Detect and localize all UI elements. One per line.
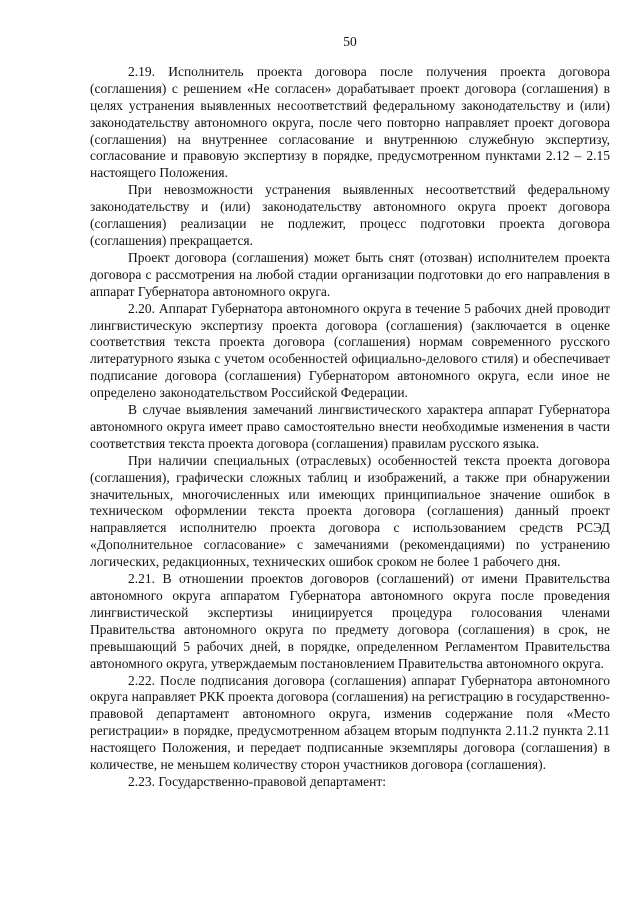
paragraph-2-19: 2.19. Исполнитель проекта договора после получения проекта договора (соглашения) с решением «Не согласен» дорабатывает проект договора (соглашения) в целях устранения выявленных несоответствий федеральному законодательству и (или) законодательству автономного округа, после чего повторно направляет проект договора (соглашения) на внутреннее согласование и внутреннюю служебную экспертизу, согласование и правовую экспертизу в порядке, предусмотренном пунктами 2.12 – 2.15 настоящего Положения. — [90, 63, 610, 181]
paragraph-impossibility: При невозможности устранения выявленных несоответствий федеральному законодательству и (или) законодательству автономного округа проект договора (соглашения) реализации не подлежит, процесс подготовки проекта договора (соглашения) прекращается. — [90, 182, 610, 248]
paragraph-withdrawal: Проект договора (соглашения) может быть снят (отозван) исполнителем проекта договора с рассмотрения на любой стадии организации подготовки до его направления в аппарат Губернатора автономного округа. — [90, 249, 610, 299]
page-number: 50 — [343, 34, 357, 49]
paragraph-2-21: 2.21. В отношении проектов договоров (соглашений) от имени Правительства автономного округа аппаратом Губернатора автономного округа после проведения лингвистической экспертизы инициируется процедура голосования членами Правительства автономного округа по предмету договора (соглашения) в срок, не превышающий 5 рабочих дней, в порядке, определенном Регламентом Правительства автономного округа, утверждаемым постановлением Правительства автономного округа. — [90, 571, 610, 671]
paragraph-2-20: 2.20. Аппарат Губернатора автономного округа в течение 5 рабочих дней проводит лингвистическую экспертизу проекта договора (соглашения) (заключается в оценке соответствия текста проекта договора (соглашения) нормам современного русского литературного языка с учетом особенностей официально-делового стиля) и обеспечивает подписание договора (соглашения) Губернатором автономного округа, если иное не определено законодательством Российской Федерации. — [90, 300, 610, 401]
paragraph-2-23: 2.23. Государственно-правовой департамент: — [128, 773, 387, 789]
paragraph-linguistic-remarks: В случае выявления замечаний лингвистического характера аппарат Губернатора автономного округа имеет право самостоятельно внести необходимые изменения в части соответствия текста проекта договора (соглашения) правилам русского языка. — [90, 402, 610, 451]
paragraph-special-features: При наличии специальных (отраслевых) особенностей текста проекта договора (соглашения), графически сложных таблиц и изображений, а также при обнаружении значительных, многочисленных или имеющих принципиальное значение ошибок в техническом оформлении текста проекта договора (соглашения) данный проект направляется исполнителю проекта договора с использованием средств РСЭД «Дополнительное согласование» с замечаниями (рекомендациями) по устранению логических, редакционных, технических ошибок сроком не более 1 рабочего дня. — [90, 452, 610, 570]
document-page — [90, 34, 610, 791]
paragraph-2-22: 2.22. После подписания договора (соглашения) аппарат Губернатора автономного округа направляет РКК проекта договора (соглашения) на регистрацию в государственно-правовой департамент автономного округа, изменив содержание поля «Место регистрации» в порядке, предусмотренном абзацем вторым подпункта 2.11.2 пункта 2.11 настоящего Положения, и передает подписанные экземпляры договора (соглашения) в количестве, не меньшем количеству сторон участников договора (соглашения). — [90, 672, 610, 773]
